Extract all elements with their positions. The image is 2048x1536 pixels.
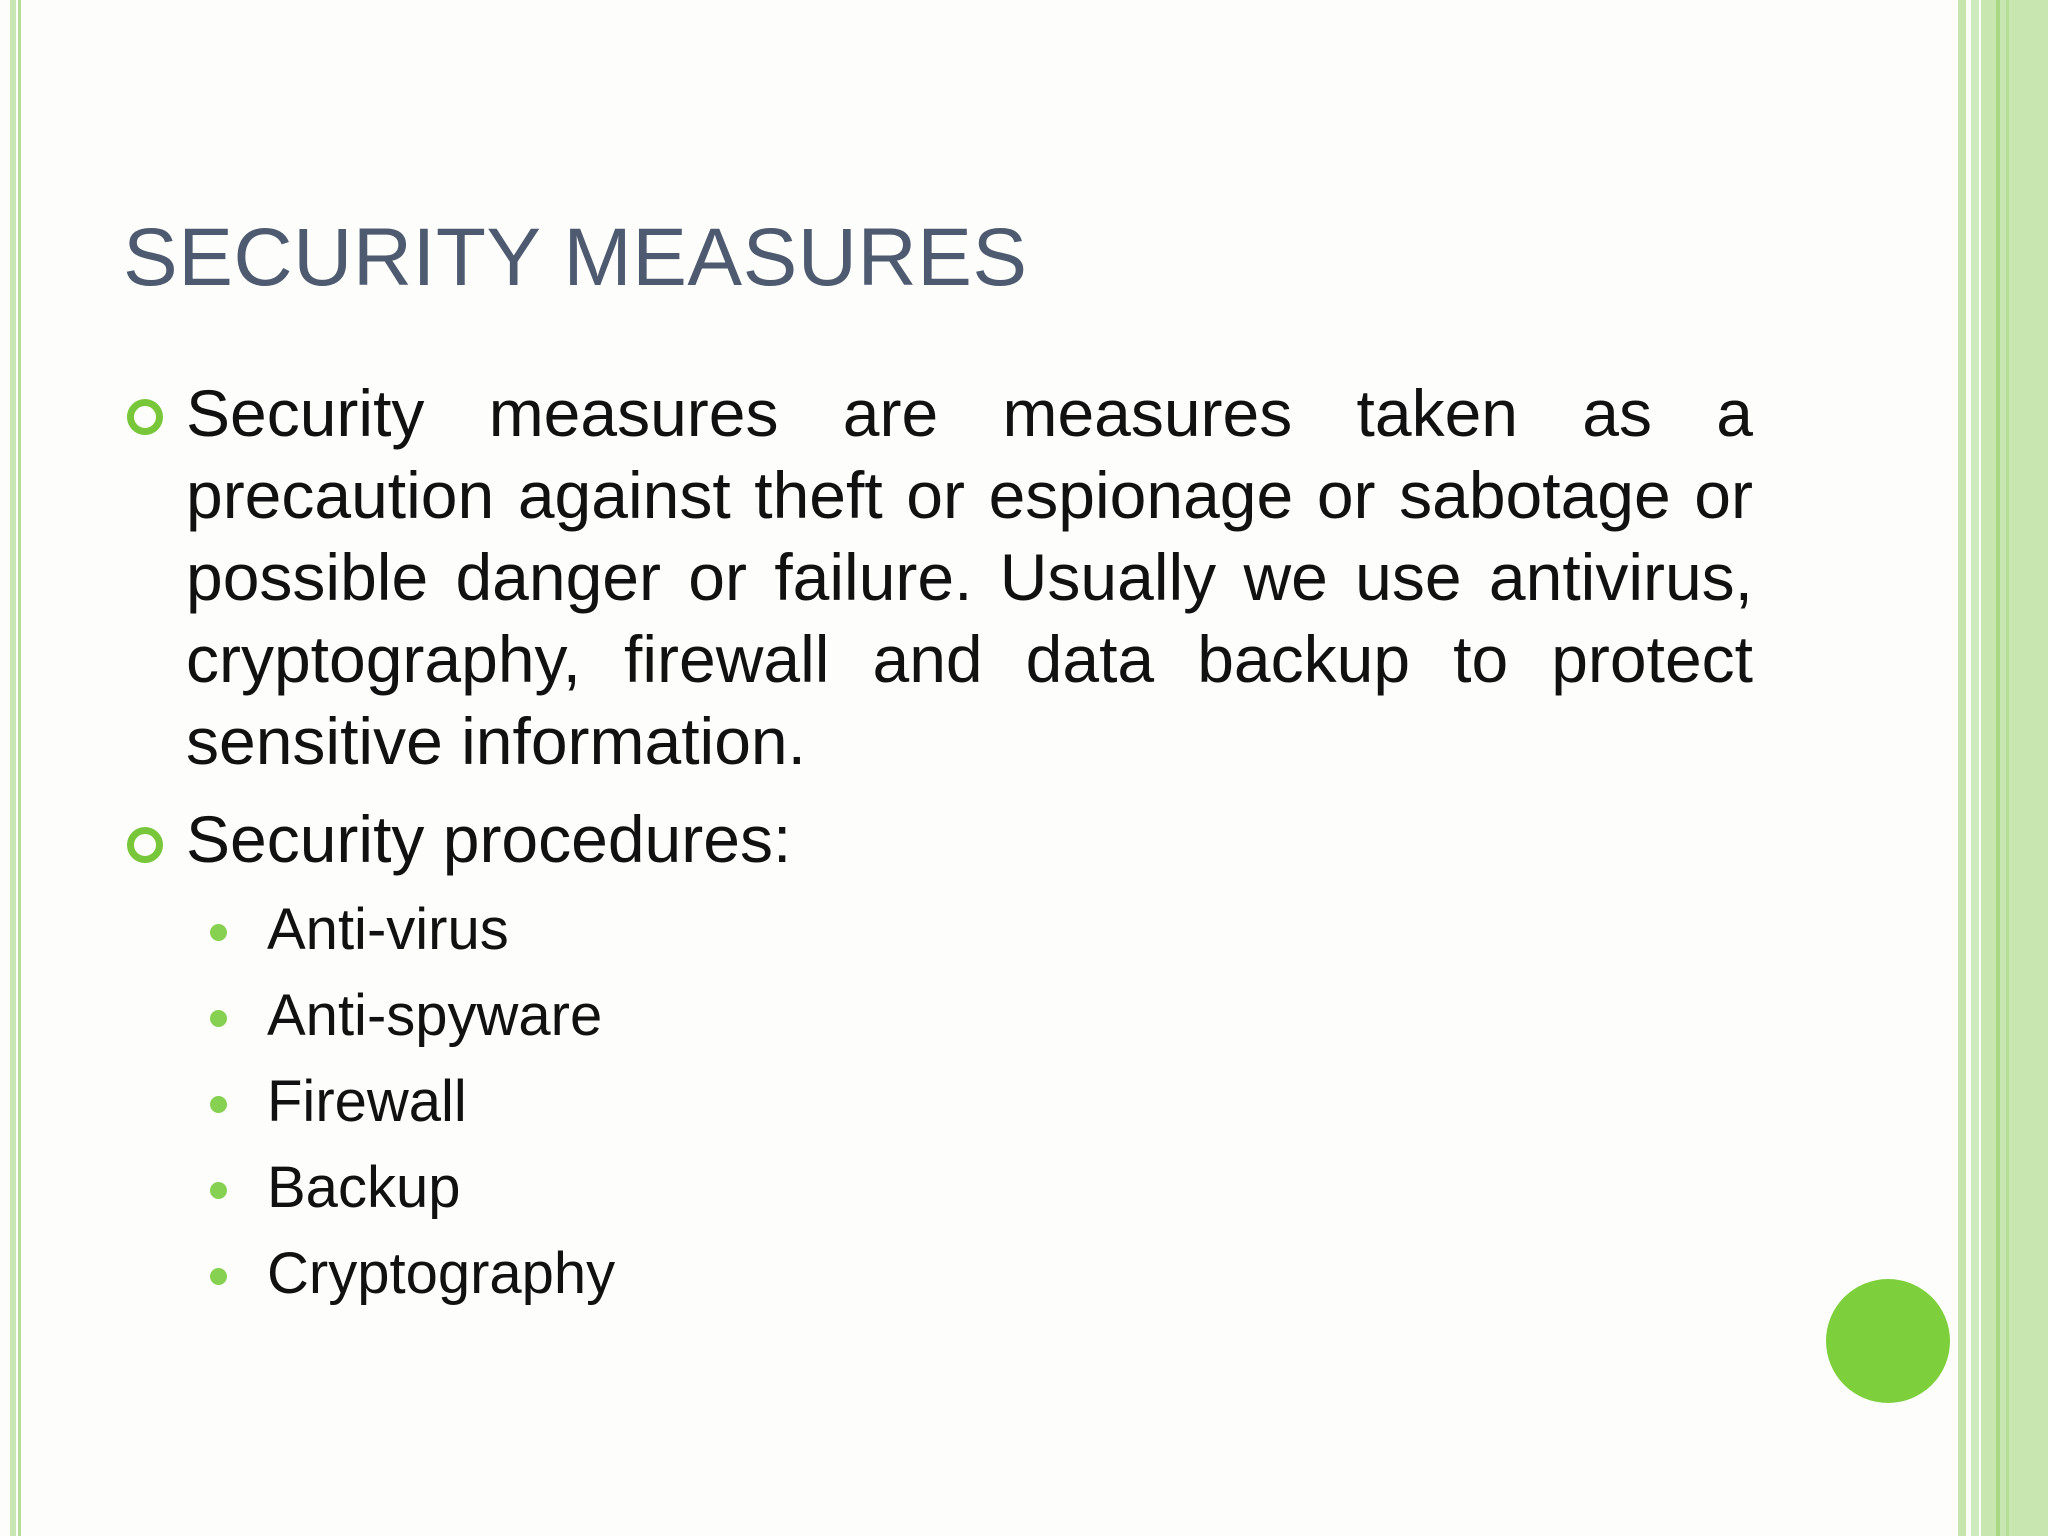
- right-frame-stripe: [2006, 0, 2009, 1536]
- sub-list-item: Firewall: [267, 1069, 467, 1134]
- bullet-item: Security measures are measures taken as a precaution against theft or espionage or sabotage or possible danger or failure. Usually we use antivirus, cryptography, firewall and data backup to protect sensitive information.: [186, 376, 1753, 778]
- dot-bullet-icon: [210, 924, 227, 941]
- right-frame-line: [1971, 0, 1979, 1536]
- slide-title: SECURITY MEASURES: [123, 212, 1028, 303]
- right-frame-band: [1981, 0, 2048, 1536]
- sub-list-item: Anti-spyware: [267, 983, 603, 1048]
- sub-list-item: Cryptography: [267, 1241, 616, 1306]
- sub-list-item: Anti-virus: [267, 897, 509, 962]
- left-frame-line: [18, 0, 21, 1536]
- sub-list-item: Backup: [267, 1155, 461, 1220]
- dot-bullet-icon: [210, 1268, 227, 1285]
- left-frame-border: [10, 0, 16, 1536]
- right-frame-line: [1958, 0, 1966, 1536]
- ring-bullet-icon: [127, 827, 163, 863]
- dot-bullet-icon: [210, 1010, 227, 1027]
- ring-bullet-icon: [127, 399, 163, 435]
- decorative-circle: [1826, 1279, 1950, 1403]
- dot-bullet-icon: [210, 1182, 227, 1199]
- bullet-item: Security procedures:: [186, 802, 792, 876]
- right-frame-stripe: [1996, 0, 2000, 1536]
- dot-bullet-icon: [210, 1096, 227, 1113]
